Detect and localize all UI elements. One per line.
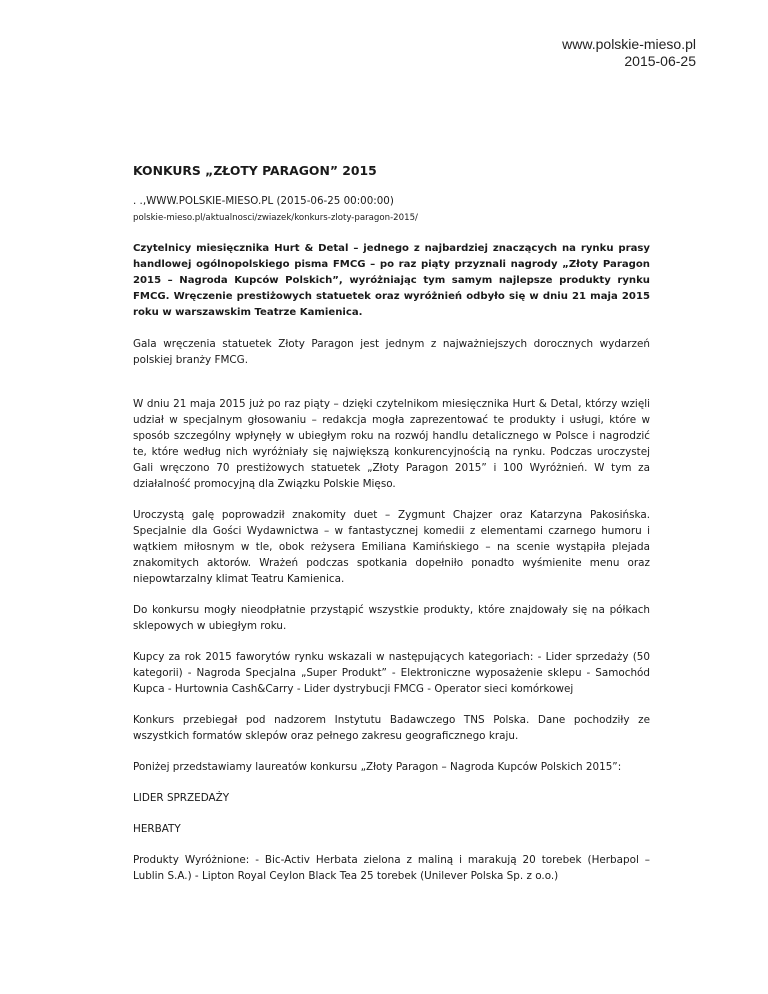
paragraph-7: Poniżej przedstawiamy laureatów konkursu „Złoty Paragon – Nagroda Kupców Polskich 2015”:: [133, 761, 622, 773]
section-heading-lider: LIDER SPRZEDAŻY: [133, 792, 230, 804]
paragraph-2: W dniu 21 maja 2015 już po raz piąty – dzięki czytelnikom miesięcznika Hurt & Detal, którzy wzięli udział w specjalnym głosowaniu – redakcja mogła zaprezentować te produkty i usługi, które w sposób szczególny wpłynęły w ubiegłym roku na rozwój handlu detalicznego w Polsce i nagrodzić te, które według nich wyróżniały się największą konkurencyjnością na rynku. Podczas uroczystej Gali wręczono 70 prestiżowych statuetek „Złoty Paragon 2015” i 100 Wyróżnień. W tym za działalność promocyjną dla Związku Polskie Mięso.: [133, 398, 650, 490]
paragraph-6: Konkurs przebiegał pod nadzorem Instytutu Badawczego TNS Polska. Dane pochodziły ze wszystkich formatów sklepów oraz pełnego zakresu geograficznego kraju.: [133, 714, 650, 742]
page-header: [562, 36, 696, 70]
article: [133, 163, 650, 899]
header-date: 2015-06-25: [624, 53, 696, 69]
paragraph-5: Kupcy za rok 2015 faworytów rynku wskazali w następujących kategoriach: - Lider sprzedaży (50 kategorii) - Nagroda Specjalna „Super Produkt” - Elektroniczne wyposażenie sklepu - Samochód Kupca - Hurtownia Cash&Carry - Lider dystrybucji FMCG - Operator sieci komórkowej: [133, 651, 650, 695]
paragraph-4: Do konkursu mogły nieodpłatnie przystąpić wszystkie produkty, które znajdowały się na półkach sklepowych w ubiegłym roku.: [133, 604, 650, 632]
header-site: www.polskie-mieso.pl: [562, 36, 696, 52]
paragraph-3: Uroczystą galę poprowadził znakomity duet – Zygmunt Chajzer oraz Katarzyna Pakosińska. Specjalnie dla Gości Wydawnictwa – w fantastycznej komedii z elementami czarnego humoru i wątkiem miłosnym w tle, obok reżysera Emiliana Kamińskiego – na scenie wystąpiła plejada znakomitych aktorów. Wrażeń podczas spotkania dopełniło ponadto wyśmienite menu oraz niepowtarzalny klimat Teatru Kamienica.: [133, 509, 650, 585]
article-title: KONKURS „ZŁOTY PARAGON” 2015: [133, 163, 377, 178]
category-heading-herbaty: HERBATY: [133, 823, 181, 835]
paragraph-awarded-products: Produkty Wyróżnione: - Bic-Activ Herbata zielona z maliną i marakują 20 torebek (Herbapol – Lublin S.A.) - Lipton Royal Ceylon Black Tea 25 torebek (Unilever Polska Sp. z o.o.): [133, 854, 650, 882]
article-meta: . .,WWW.POLSKIE-MIESO.PL (2015-06-25 00:00:00): [133, 195, 394, 207]
article-url: polskie-mieso.pl/aktualnosci/zwiazek/konkurs-zloty-paragon-2015/: [133, 213, 418, 223]
paragraph-1: Gala wręczenia statuetek Złoty Paragon jest jednym z najważniejszych dorocznych wydarzeń polskiej branży FMCG.: [133, 338, 650, 366]
article-lead: Czytelnicy miesięcznika Hurt & Detal – jednego z najbardziej znaczących na rynku prasy handlowej ogólnopolskiego pisma FMCG – po raz piąty przyznali nagrody „Złoty Paragon 2015 – Nagroda Kupców Polskich”, wyróżniając tym samym najlepsze produkty rynku FMCG. Wręczenie prestiżowych statuetek oraz wyróżnień odbyło się w dniu 21 maja 2015 roku w warszawskim Teatrze Kamienica.: [133, 243, 650, 318]
